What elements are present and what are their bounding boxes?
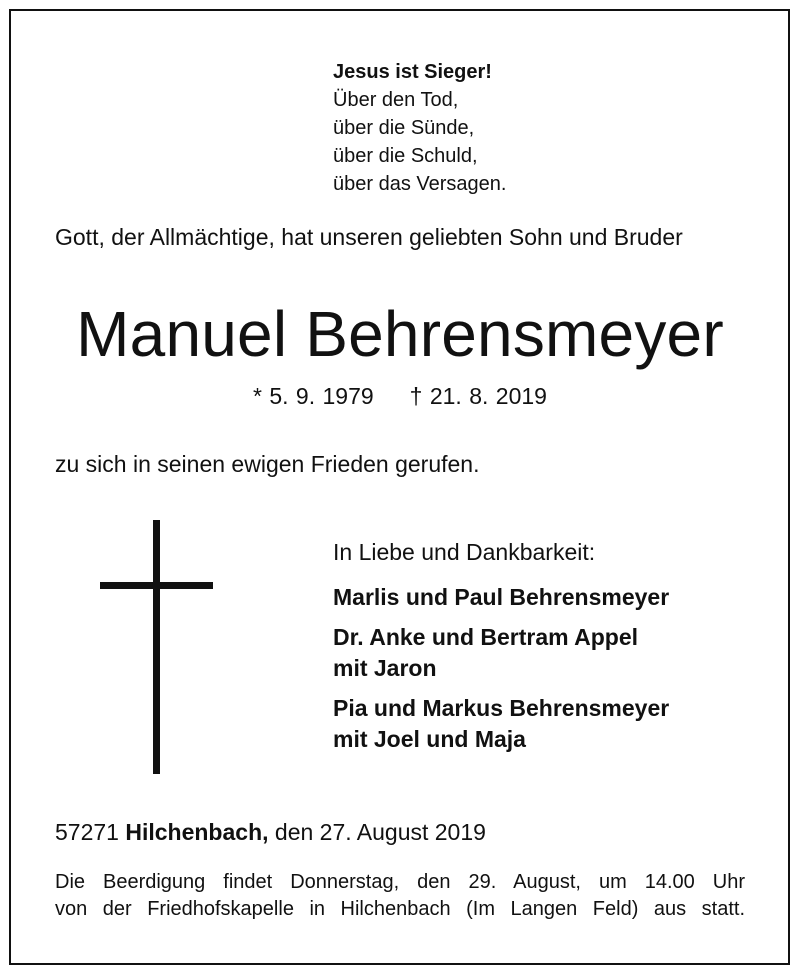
intro-text: Gott, der Allmächtige, hat unseren geliebten Sohn und Bruder <box>55 224 683 250</box>
funeral-info <box>55 869 745 923</box>
family-line: mit Jaron <box>333 655 437 681</box>
family-entry <box>333 622 669 684</box>
verse-line: über das Versagen. <box>333 173 507 195</box>
bible-verse <box>333 58 506 198</box>
verse-title: Jesus ist Sieger! <box>333 61 492 83</box>
notice-date: den 27. August 2019 <box>274 819 486 845</box>
funeral-line: von der Friedhofskapelle in Hilchenbach (Im Langen Feld) aus statt. <box>55 898 745 920</box>
family-entry <box>333 582 669 613</box>
family-line: Marlis und Paul Behrensmeyer <box>333 584 670 610</box>
verse-line: über die Sünde, <box>333 117 475 139</box>
called-text: zu sich in seinen ewigen Frieden gerufen. <box>55 451 480 477</box>
verse-line: Über den Tod, <box>333 89 459 111</box>
death-date: † 21. 8. 2019 <box>409 383 547 409</box>
family-entry <box>333 693 669 755</box>
birth-date: * 5. 9. 1979 <box>253 383 374 409</box>
cross-icon <box>100 520 213 774</box>
life-dates <box>0 381 800 411</box>
city: Hilchenbach, <box>125 819 269 845</box>
family-line: Dr. Anke und Bertram Appel <box>333 624 639 650</box>
place-date-line <box>55 817 486 847</box>
funeral-line: Die Beerdigung findet Donnerstag, den 29. August, um 14.00 Uhr <box>55 871 745 893</box>
thanks-line: In Liebe und Dankbarkeit: <box>333 539 596 565</box>
postcode: 57271 <box>55 819 119 845</box>
mourners-list <box>333 537 669 764</box>
verse-line: über die Schuld, <box>333 145 478 167</box>
family-line: mit Joel und Maja <box>333 726 526 752</box>
family-line: Pia und Markus Behrensmeyer <box>333 695 670 721</box>
deceased-name: Manuel Behrensmeyer <box>76 298 724 370</box>
